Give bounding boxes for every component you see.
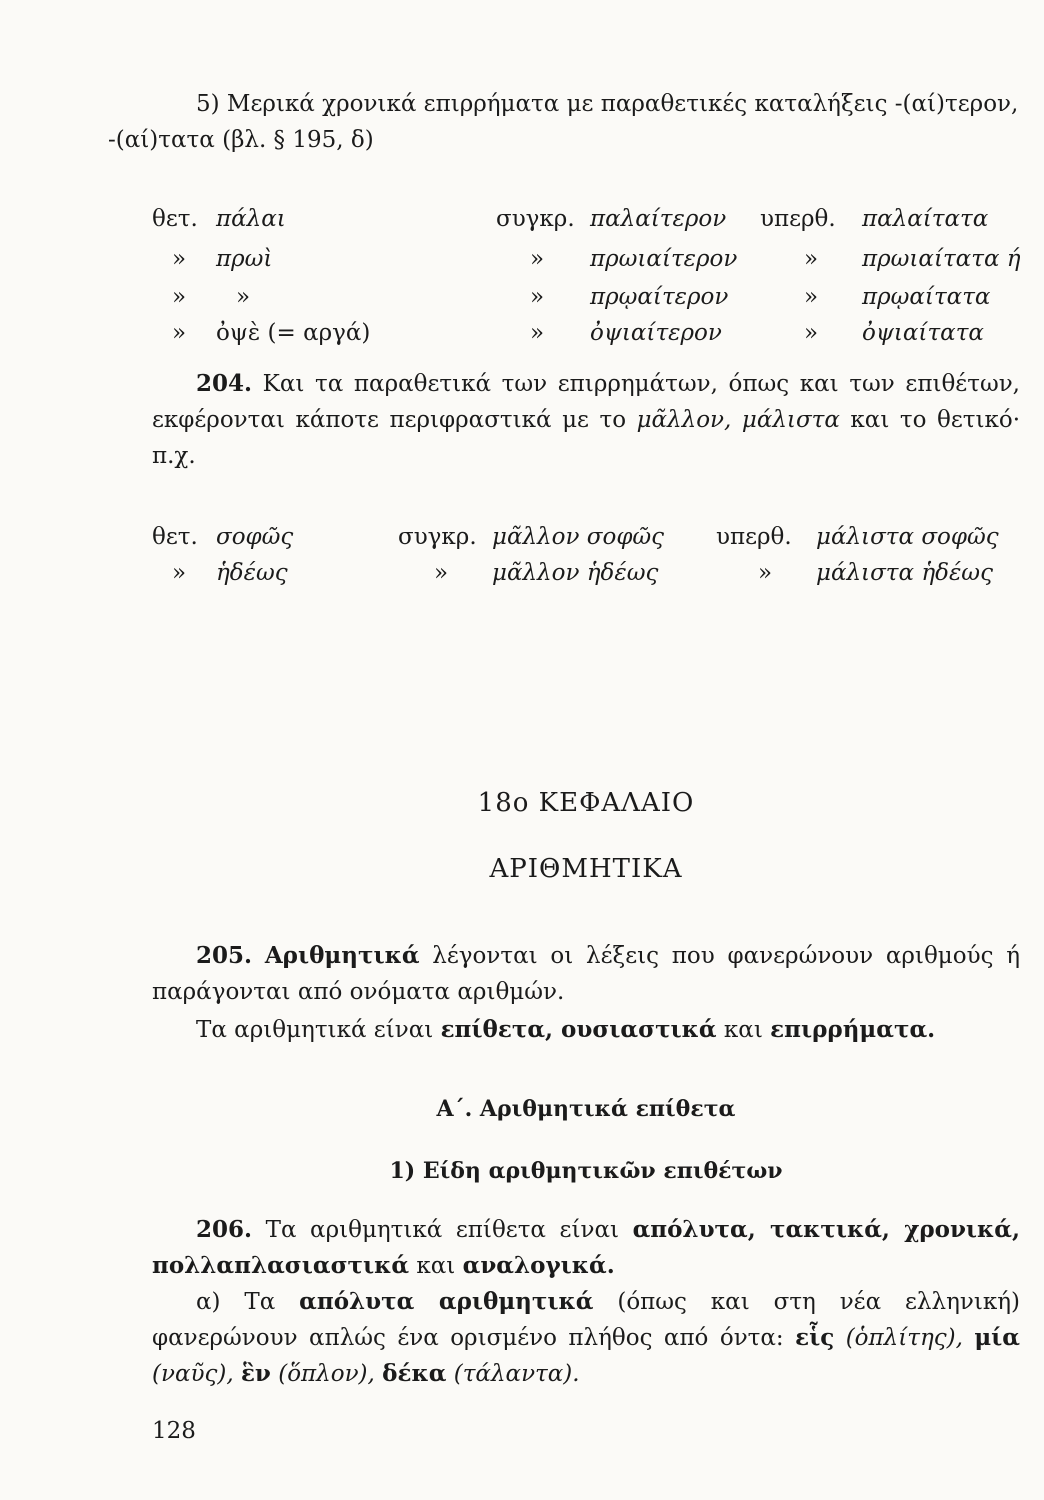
t1-r3-c5: » xyxy=(804,320,819,346)
t1-r1-c1: » xyxy=(172,246,187,272)
paragraph-alpha xyxy=(152,1284,1020,1392)
t1-r0-c3: συγκρ. xyxy=(496,206,575,232)
t2-r1-c4: μᾶλλον ἡδέως xyxy=(492,560,659,586)
t1-r3-c4: ὀψιαίτερον xyxy=(590,320,722,346)
item5-paragraph xyxy=(108,86,1020,158)
t1-r2-c5: » xyxy=(804,284,819,310)
p205-term: Αριθμητικά xyxy=(264,942,420,969)
paragraph-206 xyxy=(152,1212,1020,1284)
p204-text2: και το θετικό· π.χ. xyxy=(152,407,1021,469)
t2-r0-c6: μάλιστα σοφῶς xyxy=(816,524,999,550)
p206-text1: Τα αριθμητικά επίθετα είναι xyxy=(252,1217,633,1243)
t1-r1-c3: » xyxy=(530,246,545,272)
p206-terms: απόλυτα, τακτικά, χρονικά, πολλαπλασιαστικά xyxy=(152,1216,1020,1279)
t1-r2-c3: » xyxy=(530,284,545,310)
t2-r0-c5: υπερθ. xyxy=(716,524,792,550)
pa-e4: δέκα xyxy=(382,1360,447,1387)
t2-r1-c2: ἡδέως xyxy=(216,560,288,586)
paragraph-205-line2 xyxy=(152,1012,1020,1048)
t1-r0-c2: πάλαι xyxy=(216,206,286,232)
pa-text1: (όπως και στη νέα ελληνική) φανερώνουν απλώς ένα ορισμένο πλήθος από όντα: xyxy=(152,1289,1020,1351)
p205-line2-b: επίθετα, ουσιαστικά xyxy=(440,1016,717,1043)
paragraph-205 xyxy=(152,938,1020,1010)
section-a-heading: Α΄. Αριθμητικά επίθετα xyxy=(436,1096,736,1122)
chapter-number: 18ο ΚΕΦΑΛΑΙΟ xyxy=(477,788,695,818)
t1-r0-c1: θετ. xyxy=(152,206,198,232)
pa-e1n: (ὁπλίτης), xyxy=(834,1325,975,1351)
t1-r2-c6: πρῳαίτατα xyxy=(862,284,991,310)
t2-r1-c3: » xyxy=(434,560,449,586)
p205-text: λέγονται οι λέξεις που φανερώνουν αριθμούς ή παράγονται από ονόματα αριθμών. xyxy=(152,943,1021,1005)
p206-term-last: αναλογικά. xyxy=(462,1252,615,1279)
p204-number: 204. xyxy=(196,370,253,397)
pa-e2n: (ναῦς), xyxy=(152,1361,241,1387)
t2-r0-c4: μᾶλλον σοφῶς xyxy=(492,524,665,550)
t1-r1-c5: » xyxy=(804,246,819,272)
p205-line2-c: και xyxy=(716,1017,771,1043)
t2-r0-c3: συγκρ. xyxy=(398,524,477,550)
pa-e3: ἓν xyxy=(240,1360,271,1387)
t2-r1-c5: » xyxy=(758,560,773,586)
pa-e3n: (ὅπλον), xyxy=(270,1361,383,1387)
t2-r1-c1: » xyxy=(172,560,187,586)
pa-e1: εἷς xyxy=(795,1324,835,1351)
t1-r1-c4: πρωιαίτερον xyxy=(590,246,738,272)
paragraph-204 xyxy=(152,366,1020,474)
p204-text1: Και τα παραθετικά των επιρρημάτων, όπως και των επιθέτων, εκφέρονται κάποτε περιφραστικά με το xyxy=(152,371,1020,433)
t2-r1-c6: μάλιστα ἡδέως xyxy=(816,560,993,586)
p205-line2-a: Τα αριθμητικά είναι xyxy=(196,1017,441,1043)
t1-r0-c5: υπερθ. xyxy=(760,206,836,232)
t2-r0-c1: θετ. xyxy=(152,524,198,550)
chapter-title: ΑΡΙΘΜΗΤΙΚΑ xyxy=(489,854,683,884)
pa-a1: α) Τα xyxy=(196,1289,300,1315)
t1-r2-c2: » xyxy=(236,284,251,310)
t1-r2-c1: » xyxy=(172,284,187,310)
pa-e2: μία xyxy=(974,1324,1020,1351)
t1-r3-c3: » xyxy=(530,320,545,346)
p206-number: 206. xyxy=(196,1216,253,1243)
subsection-1-heading: 1) Είδη αριθμητικῶν επιθέτων xyxy=(389,1158,783,1184)
item5-line2: -(αί)τατα (βλ. § 195, δ) xyxy=(108,127,374,153)
p206-text2: και xyxy=(409,1253,463,1279)
t1-r0-c4: παλαίτερον xyxy=(590,206,727,232)
t1-r0-c6: παλαίτατα xyxy=(862,206,989,232)
t1-r3-c1: » xyxy=(172,320,187,346)
p205-number: 205. xyxy=(196,942,253,969)
item5-line1: 5) Μερικά χρονικά επιρρήματα με παραθετικές καταλήξεις -(αί)τερον, xyxy=(196,91,1019,117)
t1-r1-c6: πρωιαίτατα ή xyxy=(862,246,1021,272)
t1-r2-c4: πρῳαίτερον xyxy=(590,284,729,310)
p204-mallon: μᾶλλον, μάλιστα xyxy=(636,407,840,433)
pa-term: απόλυτα αριθμητικά xyxy=(299,1288,594,1315)
t1-r3-c6: ὀψιαίτατα xyxy=(862,320,984,346)
page-number: 128 xyxy=(152,1418,196,1444)
t1-r1-c2: πρωὶ xyxy=(216,246,273,272)
pa-e4n: (τάλαντα). xyxy=(446,1361,580,1387)
t1-r3-c2: ὀψὲ (= αργά) xyxy=(216,320,371,346)
t2-r0-c2: σοφῶς xyxy=(216,524,294,550)
p205-line2-d: επιρρήματα. xyxy=(770,1016,936,1043)
